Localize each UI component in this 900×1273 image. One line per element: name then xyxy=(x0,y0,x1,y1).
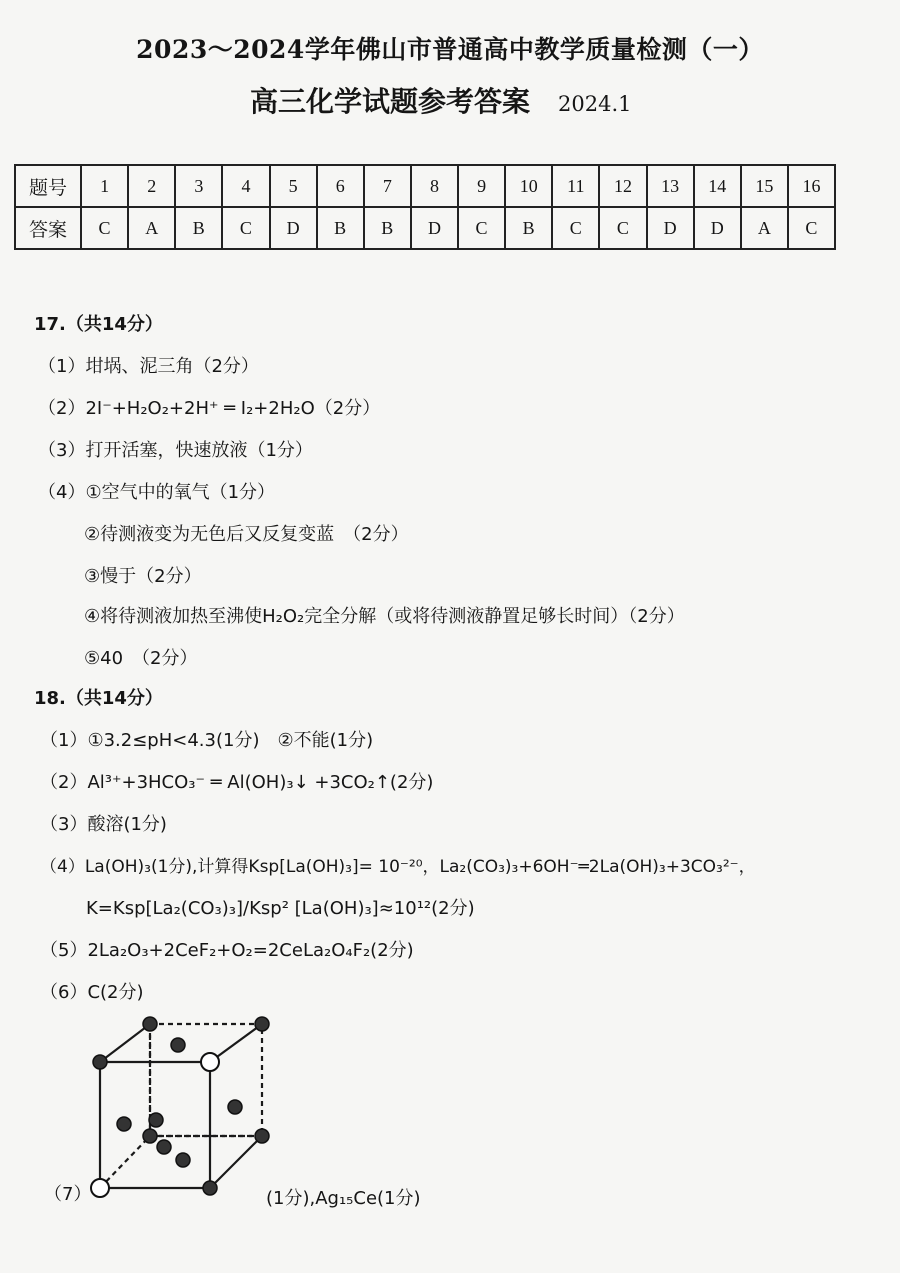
answer-cell: C xyxy=(222,207,269,249)
q17-part4-5: ⑤40 （2分） xyxy=(84,648,198,669)
answer-cell: B xyxy=(175,207,222,249)
q18-part5: （5）2La₂O₃+2CeF₂+O₂=2CeLa₂O₄F₂(2分) xyxy=(40,940,414,961)
question-number-cell: 2 xyxy=(128,165,175,207)
answer-cell: C xyxy=(552,207,599,249)
q17-heading: 17.（共14分） xyxy=(34,314,163,335)
subtitle-text: 高三化学试题参考答案 xyxy=(250,85,531,118)
row-label-number: 题号 xyxy=(15,165,81,207)
q17-part3: （3）打开活塞，快速放液（1分） xyxy=(38,440,313,461)
answer-cell: D xyxy=(647,207,694,249)
question-number-cell: 8 xyxy=(411,165,458,207)
answer-cell: B xyxy=(317,207,364,249)
question-number-cell: 11 xyxy=(552,165,599,207)
question-number-cell: 10 xyxy=(505,165,552,207)
q18-part4-2: K=Ksp[La₂(CO₃)₃]/Ksp² [La(OH)₃]≈10¹²(2分) xyxy=(86,898,475,919)
question-number-cell: 5 xyxy=(270,165,317,207)
q18-part7-answer: (1分),Ag₁₅Ce(1分) xyxy=(266,1188,421,1209)
q18-part6: （6）C(2分) xyxy=(40,982,144,1003)
q17-part4-3: ③慢于（2分） xyxy=(84,566,202,587)
answer-cell: C xyxy=(599,207,646,249)
q18-part3: （3）酸溶(1分) xyxy=(40,814,167,835)
question-number-cell: 3 xyxy=(175,165,222,207)
q17-part1: （1）坩埚、泥三角（2分） xyxy=(38,356,259,377)
answer-cell: C xyxy=(788,207,835,249)
q17-part4-4: ④将待测液加热至沸使H₂O₂完全分解（或将待测液静置足够长时间）（2分） xyxy=(84,606,685,627)
question-number-cell: 7 xyxy=(364,165,411,207)
q18-part1: （1）①3.2≤pH<4.3(1分) ②不能(1分) xyxy=(40,730,374,751)
document-subtitle xyxy=(250,80,632,120)
q17-part2: （2）2I⁻+H₂O₂+2H⁺ ═ I₂+2H₂O（2分） xyxy=(38,398,381,419)
answer-cell: A xyxy=(741,207,788,249)
answer-cell: B xyxy=(505,207,552,249)
question-number-cell: 16 xyxy=(788,165,835,207)
answer-cell: D xyxy=(694,207,741,249)
answer-cell: D xyxy=(411,207,458,249)
q18-part2: （2）Al³⁺+3HCO₃⁻ ═ Al(OH)₃↓ +3CO₂↑(2分) xyxy=(40,772,434,793)
document-title: 2023～2024学年佛山市普通高中教学质量检测（一） xyxy=(136,35,764,64)
question-number-cell: 13 xyxy=(647,165,694,207)
question-number-cell: 9 xyxy=(458,165,505,207)
answer-cell: C xyxy=(81,207,128,249)
question-number-cell: 15 xyxy=(741,165,788,207)
table-row-answers xyxy=(15,207,835,249)
q18-heading: 18.（共14分） xyxy=(34,688,163,709)
answer-cell: B xyxy=(364,207,411,249)
table-row-numbers xyxy=(15,165,835,207)
document-date: 2024.1 xyxy=(558,92,632,116)
row-label-answer: 答案 xyxy=(15,207,81,249)
question-number-cell: 14 xyxy=(694,165,741,207)
question-number-cell: 12 xyxy=(599,165,646,207)
answer-cell: A xyxy=(128,207,175,249)
q18-part4: （4）La(OH)₃(1分),计算得Ksp[La(OH)₃]= 10⁻²⁰，La₂(CO₃)₃+6OH⁻═2La(OH)₃+3CO₃²⁻， xyxy=(40,857,756,877)
question-number-cell: 1 xyxy=(81,165,128,207)
answer-cell: D xyxy=(270,207,317,249)
answer-table xyxy=(14,164,836,250)
crystal-cell-diagram xyxy=(70,1012,270,1212)
q17-part4: （4）①空气中的氧气（1分） xyxy=(38,482,276,503)
answer-cell: C xyxy=(458,207,505,249)
q17-part4-2: ②待测液变为无色后又反复变蓝 （2分） xyxy=(84,524,409,545)
question-number-cell: 4 xyxy=(222,165,269,207)
question-number-cell: 6 xyxy=(317,165,364,207)
q18-part7-label: （7） xyxy=(44,1184,92,1205)
